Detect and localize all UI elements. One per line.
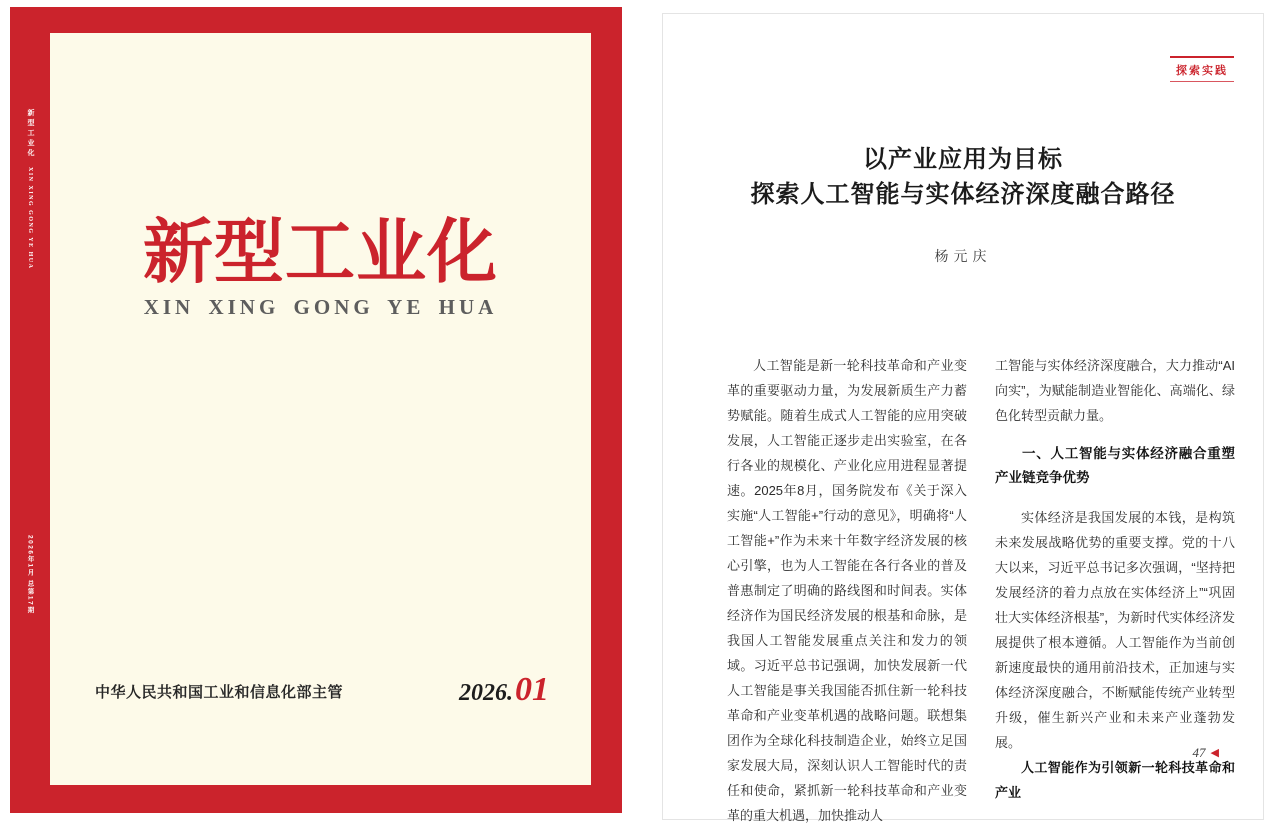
cover-inner-panel — [50, 33, 591, 785]
magazine-cover — [10, 7, 622, 813]
spine-title-pinyin: XIN XING GONG YE HUA — [27, 167, 33, 270]
article-title — [663, 142, 1263, 212]
page-marker-icon: ◀ — [1210, 746, 1219, 759]
issue-date — [459, 673, 549, 707]
cover-title: 新型工业化 — [143, 213, 498, 291]
page-number — [1193, 745, 1219, 761]
article-author: 杨元庆 — [934, 250, 992, 265]
article-title-line1: 以产业应用为目标 — [863, 146, 1063, 173]
article-page — [662, 13, 1264, 823]
page-number-value: 47 — [1192, 745, 1206, 760]
cover-spine-top — [10, 109, 50, 269]
spine-title-cn: 新型工业化 — [27, 109, 34, 159]
paragraph: 工智能与实体经济深度融合，大力推动“AI向实”，为赋能制造业智能化、高端化、绿色化转型贡献力量。 — [995, 358, 1235, 423]
article-column-left — [727, 353, 967, 828]
section-tag: 探索实践 — [1170, 56, 1234, 82]
cover-footer — [95, 673, 549, 707]
issue-year: 2026. — [459, 680, 513, 706]
cover-spine-bottom — [10, 535, 50, 614]
issue-number: 01 — [515, 671, 549, 708]
article-body — [727, 353, 1235, 828]
publisher-line: 中华人民共和国工业和信息化部主管 — [95, 684, 344, 701]
paragraph: 实体经济是我国发展的本钱，是构筑未来发展战略优势的重要支撑。党的十八大以来，习近平总书记多次强调，“坚持把发展经济的着力点放在实体经济上”“巩固壮大实体经济根基”，为新时代实体经济发展提供了根本遵循。人工智能作为当前创新速度最快的通用前沿技术，正加速与实体经济深度融合，不断赋能传统产业转型升级，催生新兴产业和未来产业蓬勃发展。 — [995, 510, 1235, 750]
section-heading: 一、人工智能与实体经济融合重塑产业链竞争优势 — [995, 446, 1235, 485]
paragraph: 人工智能作为引领新一轮科技革命和产业 — [995, 760, 1235, 800]
paragraph: 人工智能是新一轮科技革命和产业变革的重要驱动力量，为发展新质生产力蓄势赋能。随着生成式人工智能的应用突破发展，人工智能正逐步走出实验室，在各行各业的规模化、产业化应用进程显著提速。2025年8月，国务院发布《关于深入实施“人工智能+”行动的意见》，明确将“人工智能+”作为未来十年数字经济发展的核心引擎，也为人工智能在各行各业的普及普惠制定了明确的路线图和时间表。实体经济作为国民经济发展的根基和命脉，是我国人工智能发展重点关注和发力的领域。习近平总书记强调，加快发展新一代人工智能是事关我国能否抓住新一轮科技革命和产业变革机遇的战略问题。联想集团作为全球化科技制造企业，始终立足国家发展大局，深刻认识人工智能时代的责任和使命，紧抓新一轮科技革命和产业变革的重大机遇，加快推动人 — [727, 358, 967, 823]
spine-issue-info: 2026年1月 总第17期 — [26, 535, 34, 615]
cover-title-pinyin: XIN XING GONG YE HUA — [143, 295, 498, 319]
article-title-line2: 探索人工智能与实体经济深度融合路径 — [750, 181, 1176, 208]
